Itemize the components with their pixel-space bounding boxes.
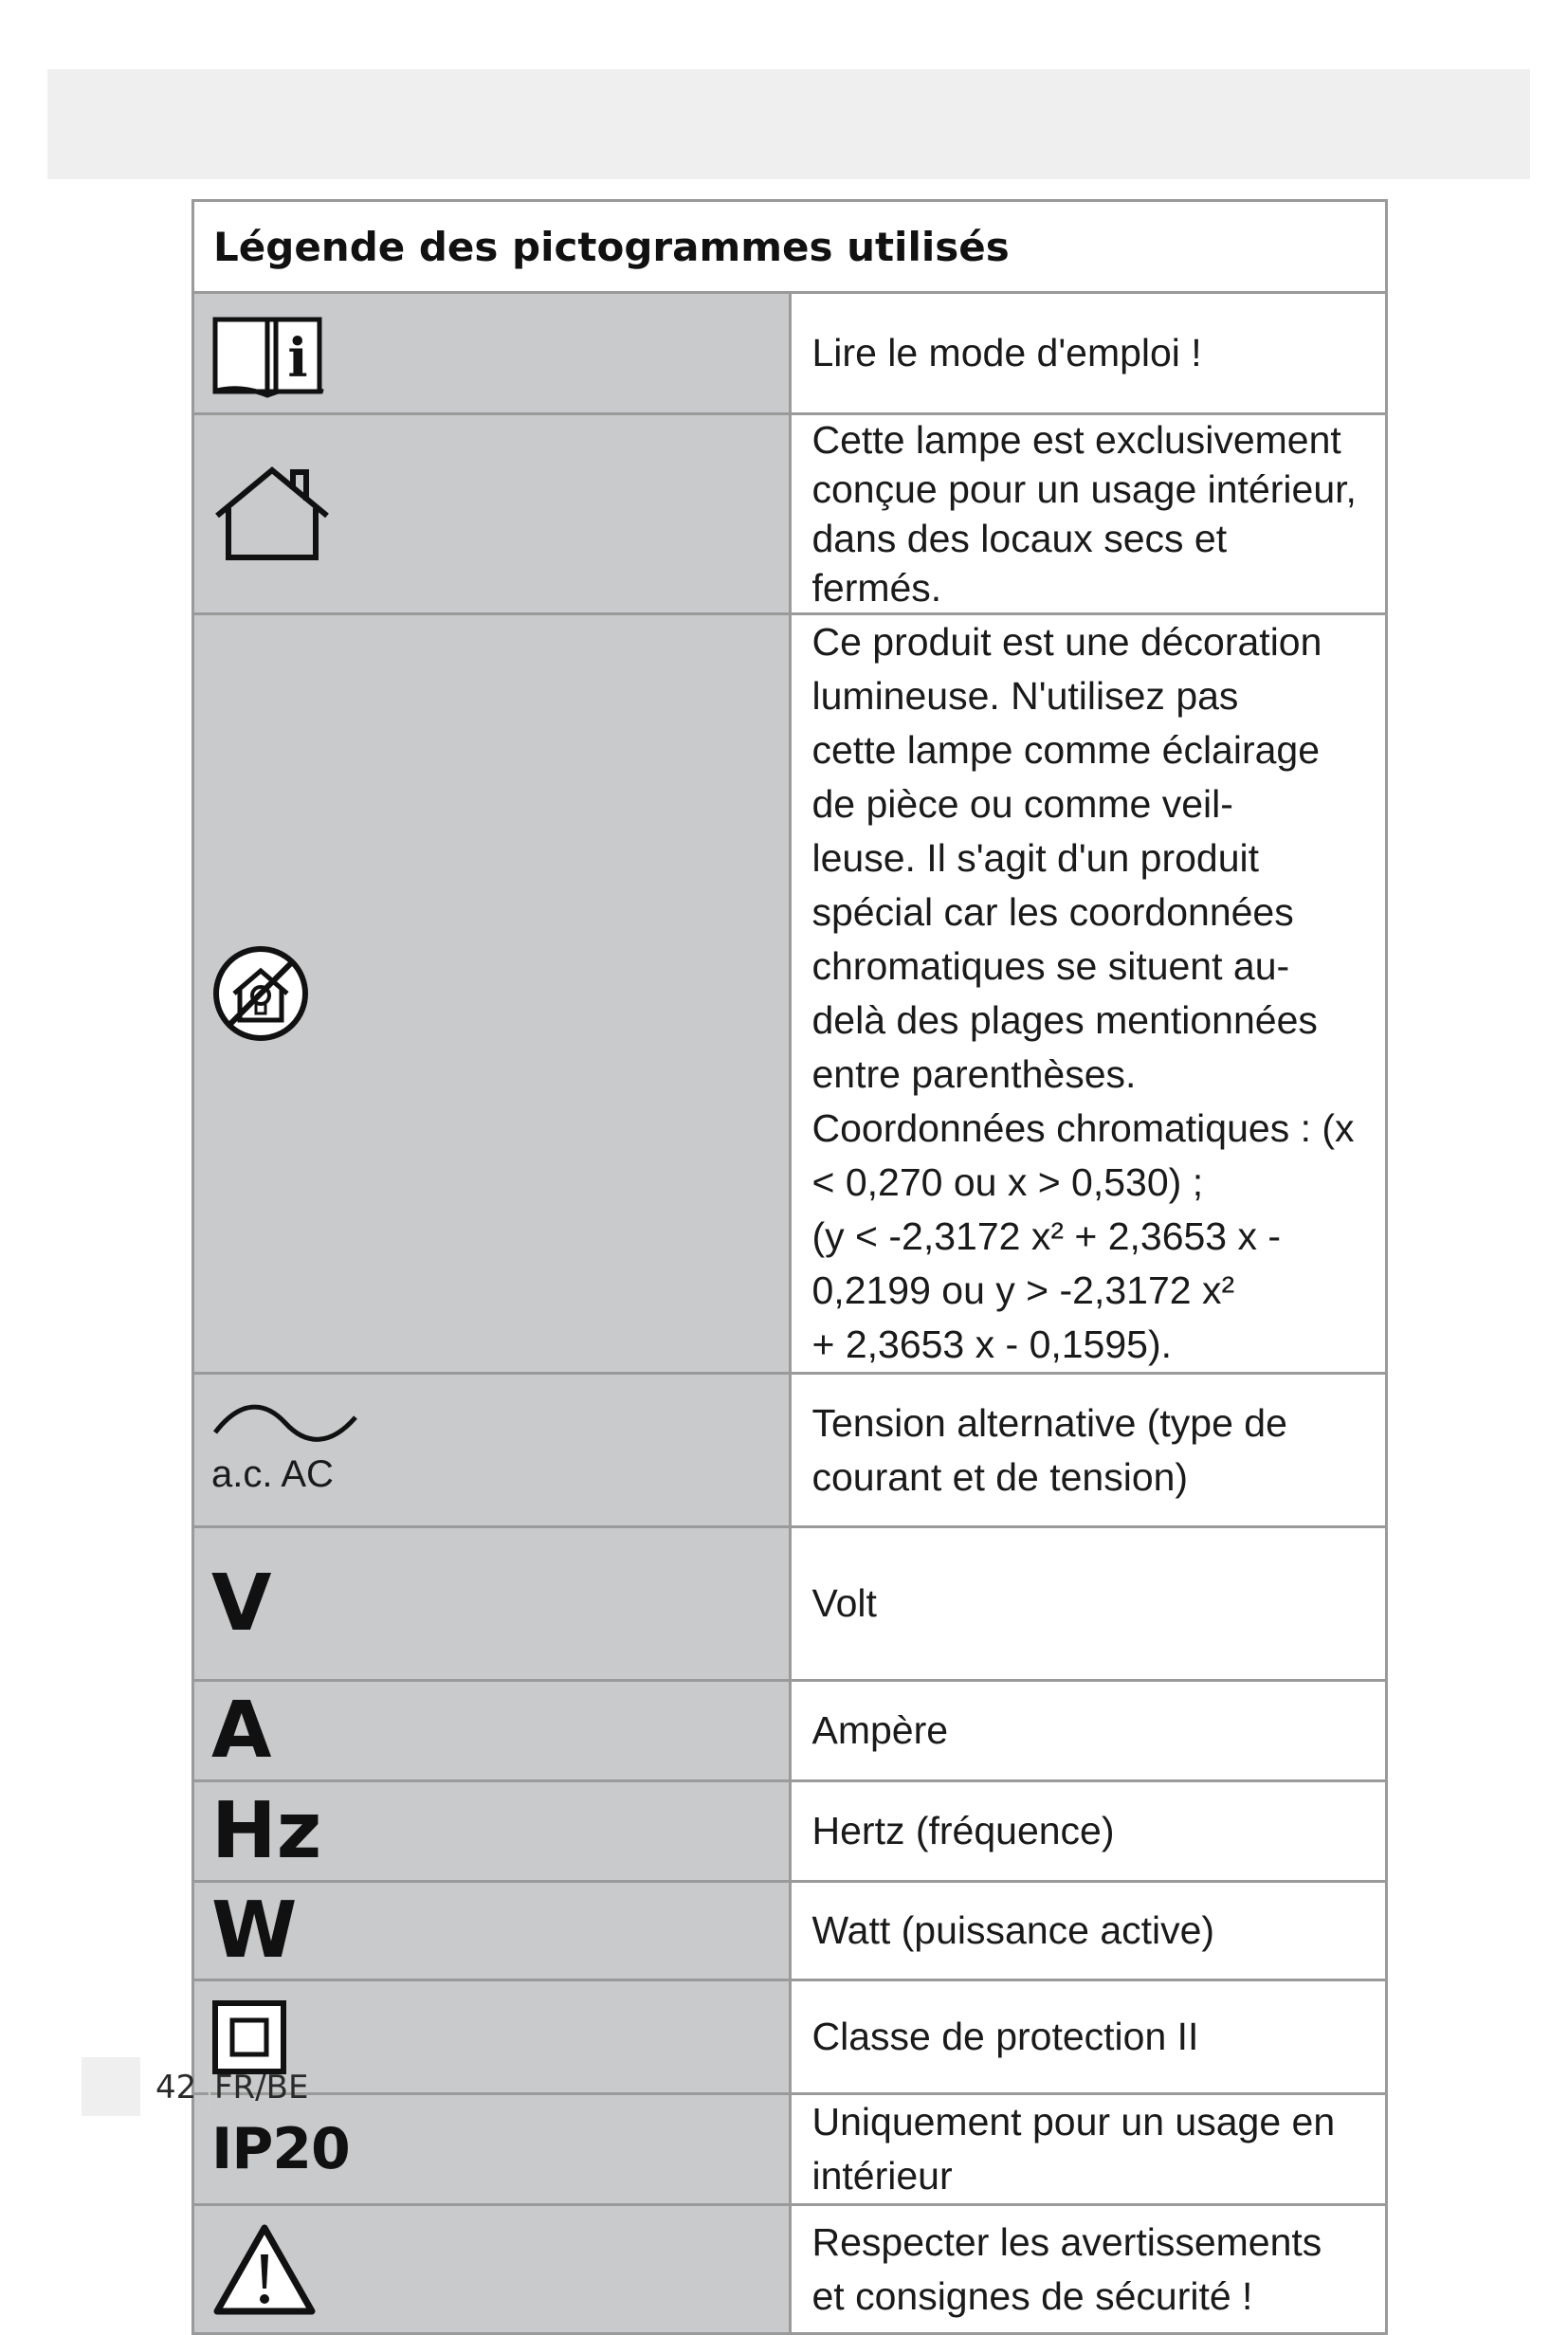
no-room-lighting-icon — [211, 944, 310, 1043]
table-row — [193, 1781, 1387, 1882]
description-line: Ce produit est une décoration lumineuse. N'utilisez pas — [811, 620, 1322, 718]
description-cell: Volt — [790, 1527, 1387, 1681]
indoor-house-icon — [211, 465, 333, 563]
ac-symbol — [211, 1404, 789, 1496]
svg-text:i: i — [287, 326, 308, 390]
warning-triangle-icon — [211, 2222, 318, 2317]
symbol-cell — [193, 1374, 791, 1527]
description-line: Coordonnées chromatiques : (x < 0,270 ou x > 0,530) ; — [811, 1106, 1355, 1204]
language-code: FR/BE — [214, 2069, 309, 2107]
watt-symbol: W — [211, 1885, 298, 1976]
description-cell: Respecter les avertissements et consignes de sécurité ! — [790, 2205, 1387, 2334]
table-row — [193, 293, 1387, 414]
description-line: (y < -2,3172 x² + 2,3653 x - 0,2199 ou y > -2,3172 x² — [811, 1214, 1282, 1312]
description-line: chromatiques se situent au-delà des plages mentionnées — [811, 944, 1318, 1042]
hertz-symbol: Hz — [211, 1785, 322, 1876]
header-band — [47, 69, 1530, 179]
volt-symbol: V — [211, 1558, 272, 1649]
symbol-cell — [193, 1882, 791, 1980]
symbol-cell — [193, 2205, 791, 2334]
description-line: leuse. Il s'agit d'un produit spécial car les coordonnées — [811, 836, 1294, 934]
description-line: cette lampe comme éclairage de pièce ou comme veil- — [811, 728, 1321, 826]
read-manual-icon — [211, 308, 327, 399]
description-cell: Tension alternative (type de courant et de tension) — [790, 1374, 1387, 1527]
description-cell — [790, 614, 1387, 1374]
ip20-symbol: IP20 — [211, 2116, 350, 2182]
description-line: + 2,3653 x - 0,1595). — [811, 1323, 1173, 1366]
description-line: entre parenthèses. — [811, 1052, 1137, 1096]
page-number: 42 — [155, 2069, 197, 2107]
footer-divider — [209, 2063, 210, 2114]
symbol-cell — [193, 414, 791, 614]
symbol-cell — [193, 1527, 791, 1681]
symbol-cell — [193, 614, 791, 1374]
page-footer — [82, 2057, 461, 2116]
ac-label: a.c. AC — [211, 1453, 334, 1495]
table-title: Légende des pictogrammes utilisés — [193, 201, 1387, 293]
table-row — [193, 414, 1387, 614]
footer-marker — [82, 2057, 140, 2116]
symbol-cell — [193, 1681, 791, 1781]
table-row — [193, 1527, 1387, 1681]
description-cell: Classe de protection II — [790, 1980, 1387, 2094]
description-cell: Watt (puissance active) — [790, 1882, 1387, 1980]
table-row — [193, 614, 1387, 1374]
table-header-row — [193, 201, 1387, 293]
table-row — [193, 1681, 1387, 1781]
table-row — [193, 2205, 1387, 2334]
ampere-symbol: A — [211, 1685, 272, 1776]
symbol-cell — [193, 1781, 791, 1882]
description-cell: Uniquement pour un usage en intérieur — [790, 2094, 1387, 2205]
description-cell: Ampère — [790, 1681, 1387, 1781]
pictogram-legend-table — [191, 199, 1388, 2335]
description-cell: Cette lampe est exclusivement conçue pour un usage intérieur, dans des locaux secs et fermés. — [790, 414, 1387, 614]
symbol-cell — [193, 293, 791, 414]
table-row — [193, 1882, 1387, 1980]
description-cell: Hertz (fréquence) — [790, 1781, 1387, 1882]
description-cell: Lire le mode d'emploi ! — [790, 293, 1387, 414]
alternating-current-icon — [211, 1404, 359, 1448]
table-row — [193, 1374, 1387, 1527]
